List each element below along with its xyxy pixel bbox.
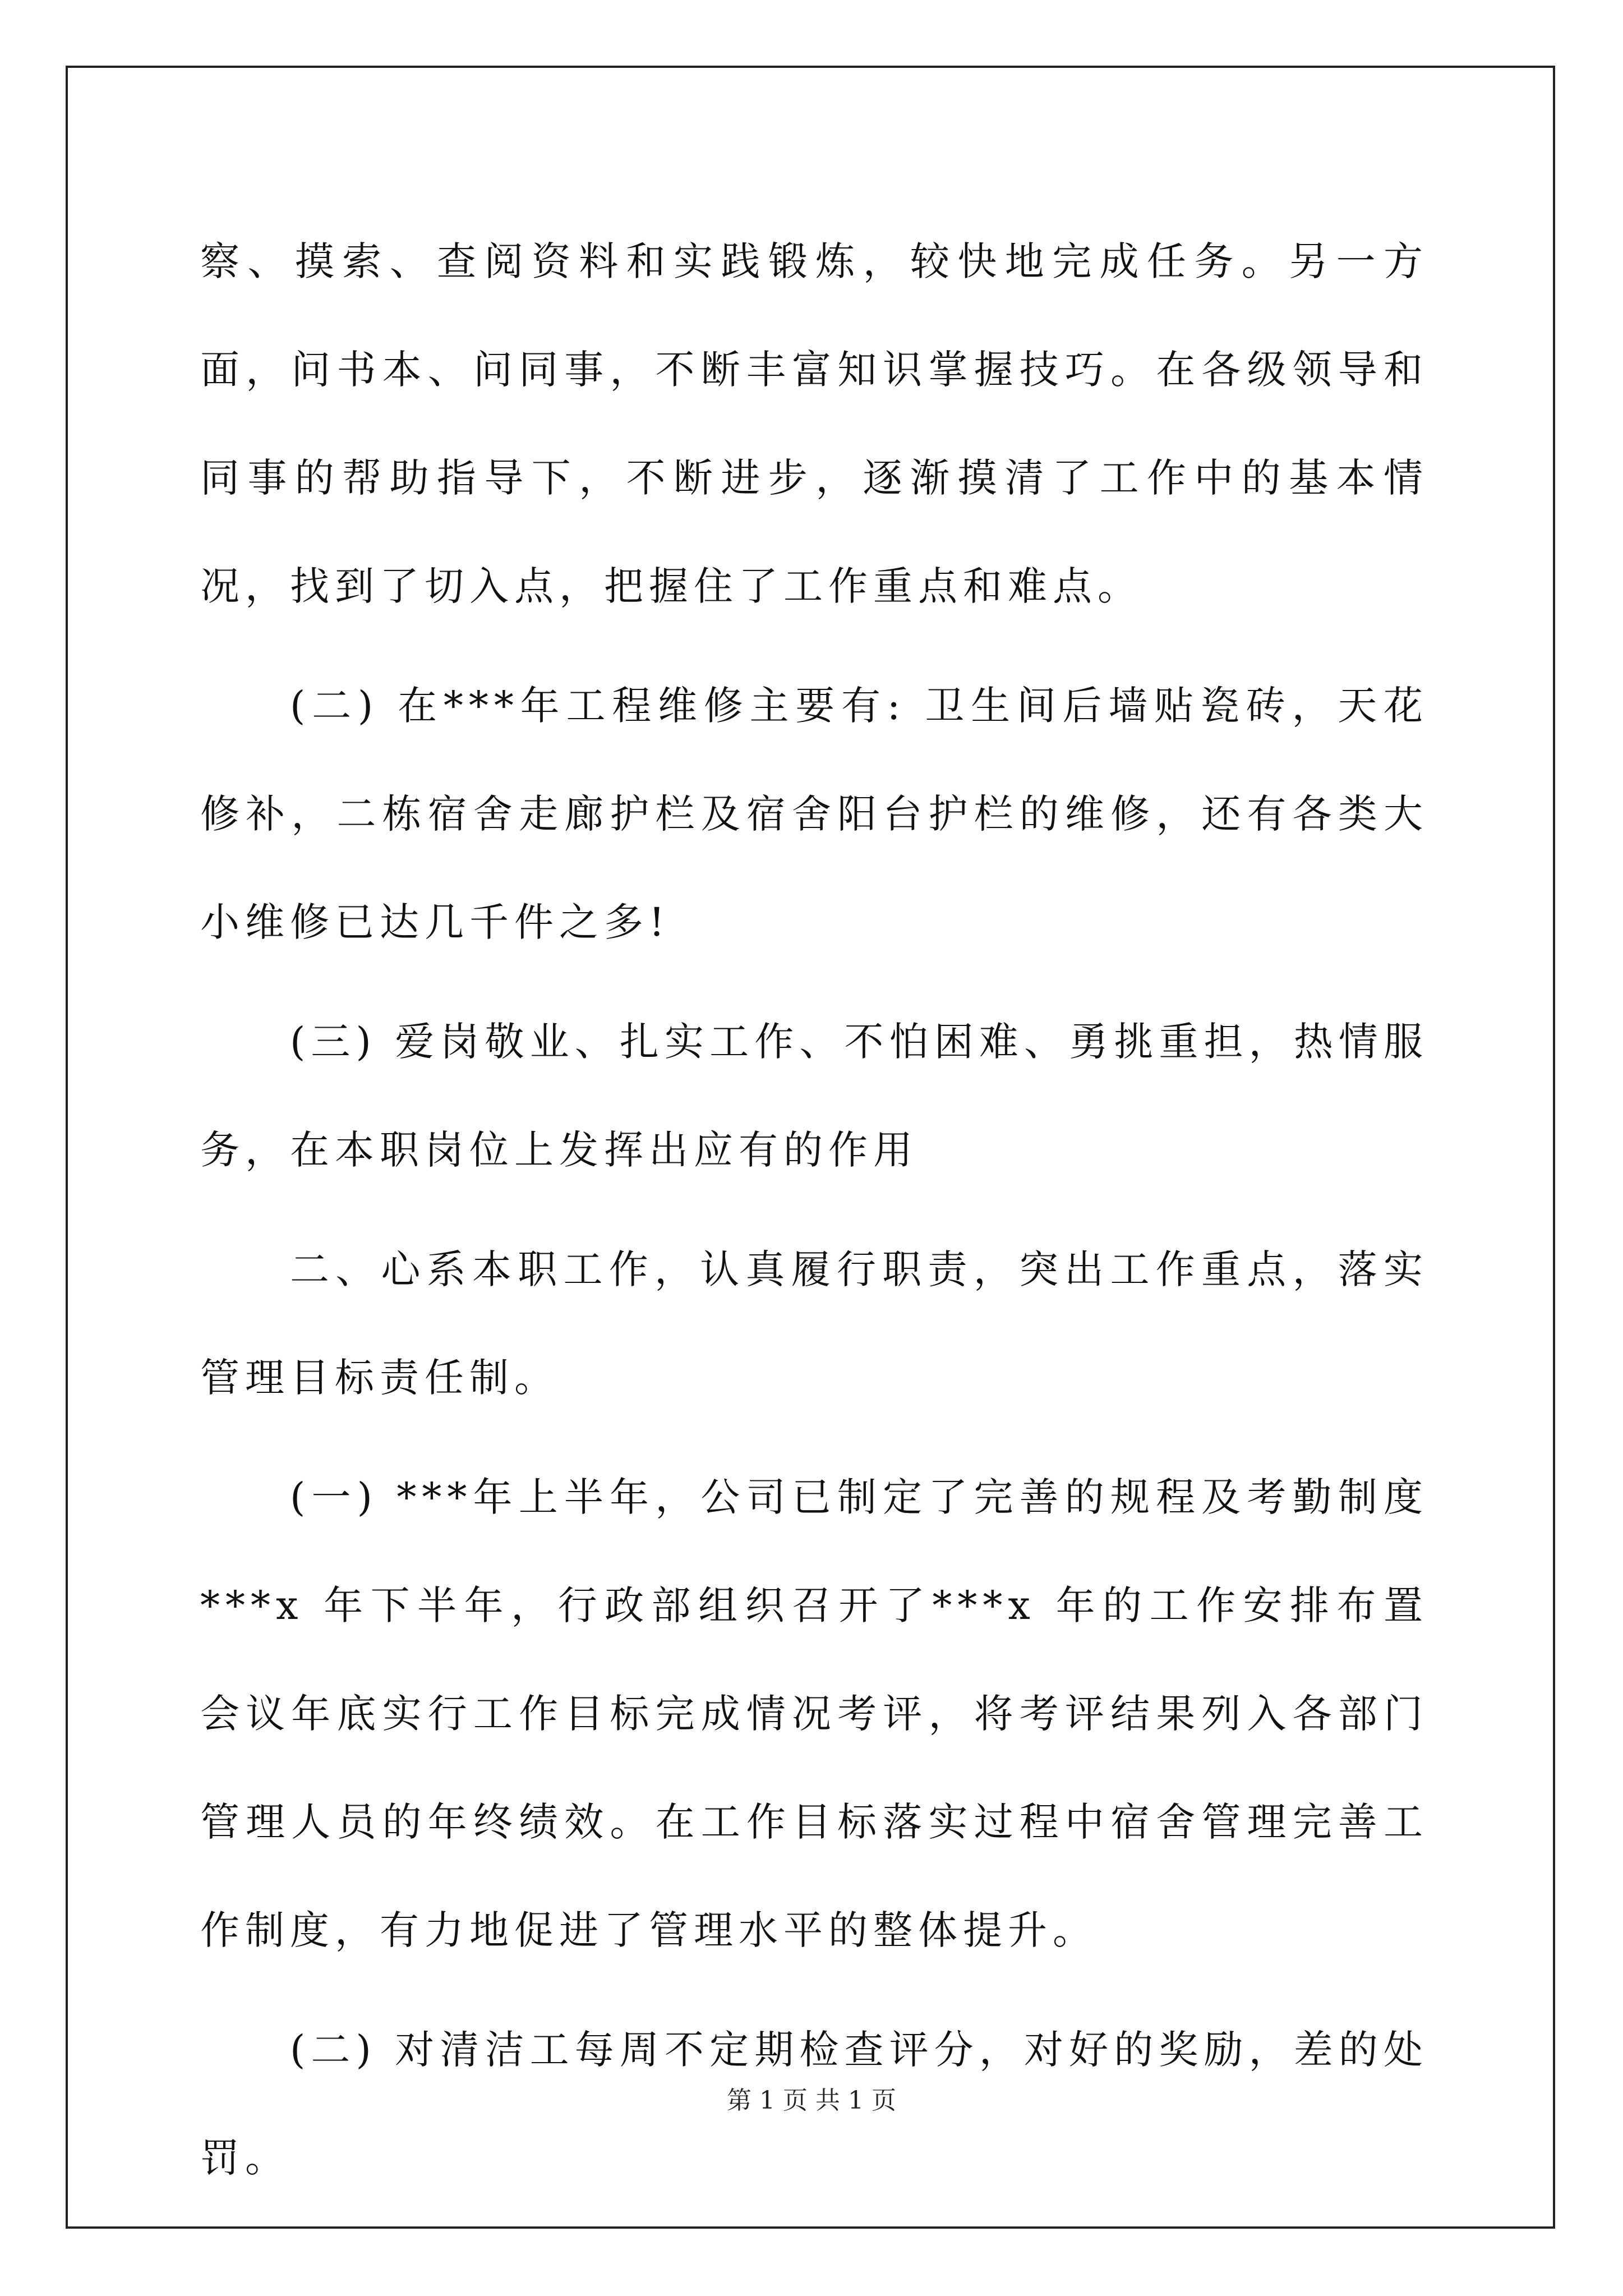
paragraph-3: (三) 爱岗敬业、扎实工作、不怕困难、勇挑重担，热情服务，在本职岗位上发挥出应有的作用 — [200, 1019, 1428, 1173]
paragraph-4: 二、心系本职工作，认真履行职责，突出工作重点，落实管理目标责任制。 — [200, 1246, 1428, 1401]
paragraph-5: (一) ***年上半年，公司已制定了完善的规程及考勤制度***x 年下半年，行政部组织召开了***x 年的工作安排布置会议年底实行工作目标完成情况考评，将考评结果列入各部门管理人员的年终绩效。在工作目标落实过程中宿舍管理完善工作制度，有力地促进了管理水平的整体提升。 — [200, 1474, 1428, 1953]
paragraph-1: 察、摸索、查阅资料和实践锻炼，较快地完成任务。另一方面，问书本、问同事，不断丰富知识掌握技巧。在各级领导和同事的帮助指导下，不断进步，逐渐摸清了工作中的基本情况，找到了切入点，把握住了工作重点和难点。 — [200, 238, 1428, 609]
page-footer: 第 1 页 共 1 页 — [727, 2086, 896, 2115]
document-body — [200, 208, 1428, 2224]
paragraph-6: (二) 对清洁工每周不定期检查评分，对好的奖励，差的处罚。 — [200, 2027, 1428, 2181]
paragraph-2: (二) 在***年工程维修主要有: 卫生间后墙贴瓷砖，天花修补，二栋宿舍走廊护栏及宿舍阳台护栏的维修，还有各类大小维修已达几千件之多! — [200, 683, 1428, 945]
